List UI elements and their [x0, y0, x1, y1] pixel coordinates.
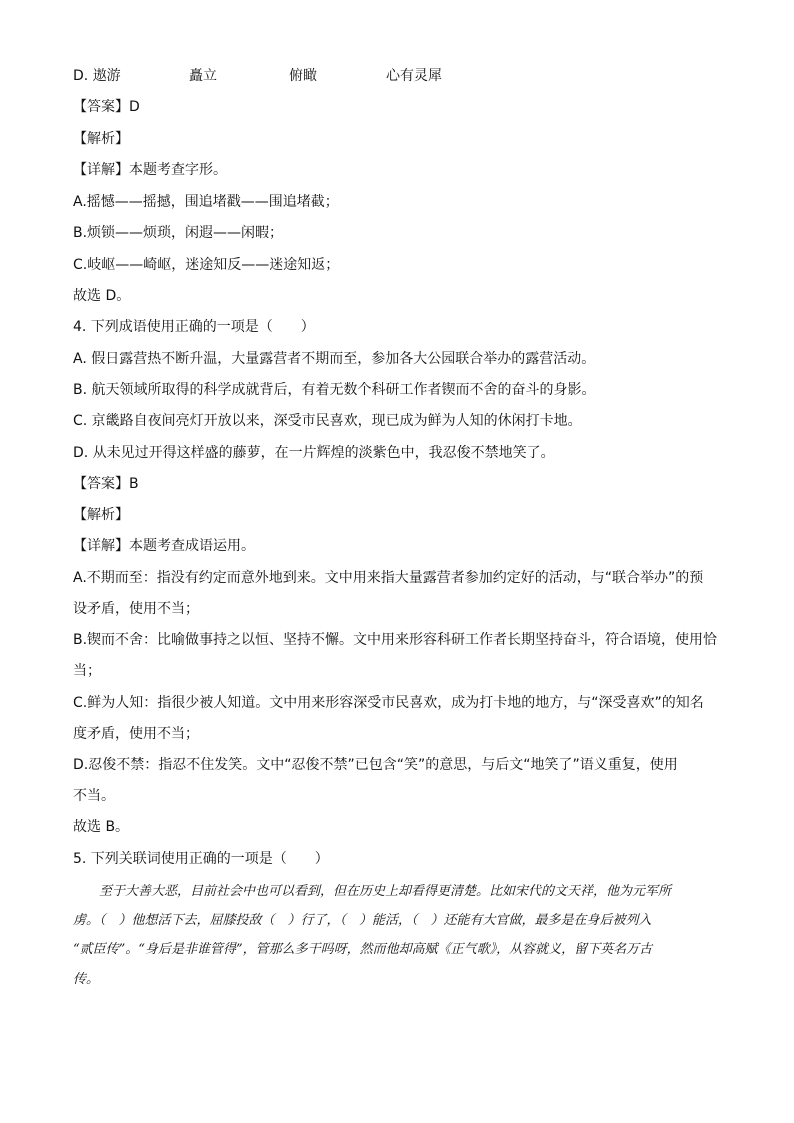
q4-explain-b-line2: 当；	[73, 663, 101, 679]
q3-answer: 【答案】D	[73, 99, 140, 115]
q3-option-d-word-1: 遨游	[92, 68, 121, 84]
q3-option-d-letter: D.	[73, 68, 89, 84]
q4-explain-d-line1: D.忍俊不禁：指忍不住发笑。文中“忍俊不禁”已包含“笑”的意思，与后文“地笑了”语义重复，使用	[73, 757, 678, 773]
q5-passage-line4: 传。	[73, 972, 100, 987]
q3-explain-a: A.摇憾——摇撼，围追堵戳——围追堵截；	[73, 194, 339, 210]
q4-answer: 【答案】B	[73, 476, 139, 492]
q4-conclusion: 故选 B。	[73, 819, 130, 835]
q4-explain-d-line2: 不当。	[73, 788, 115, 804]
q4-explain-c-line2: 度矛盾，使用不当；	[73, 726, 199, 742]
q5-passage-line1: 至于大善大恶，目前社会中也可以看到，但在历史上却看得更清楚。比如宋代的文天祥，他为元军所	[99, 884, 672, 899]
q3-conclusion: 故选 D。	[73, 288, 131, 304]
q3-option-d-word-3: 俯瞰	[289, 68, 317, 84]
q4-option-d: D. 从未见过开得这样盛的藤萝，在一片辉煌的淡紫色中，我忍俊不禁地笑了。	[73, 445, 555, 461]
q4-option-a: A. 假日露营热不断升温，大量露营者不期而至，参加各大公园联合举办的露营活动。	[73, 351, 596, 367]
q4-option-b: B. 航天领域所取得的科学成就背后，有着无数个科研工作者锲而不舍的奋斗的身影。	[73, 382, 596, 398]
q3-analysis-label: 【解析】	[73, 131, 129, 147]
q4-option-c: C. 京畿路自夜间亮灯开放以来，深受市民喜欢，现已成为鲜为人知的休闲打卡地。	[73, 413, 582, 429]
q4-explain-c-line1: C.鲜为人知：指很少被人知道。文中用来形容深受市民喜欢，成为打卡地的地方，与“深受喜欢”的知名	[73, 695, 704, 711]
q5-passage-line2: 虏。（ ）他想活下去，屈膝投敌（ ）行了，（ ）能活，（ ）还能有大官做，最多是在身后被列入	[73, 913, 652, 928]
q4-explain-a-line1: A.不期而至：指没有约定而意外地到来。文中用来指大量露营者参加约定好的活动，与“联合举办”的预	[73, 570, 704, 586]
q3-explain-b: B.烦锁——烦琐，闲遐——闲暇；	[73, 225, 284, 241]
q4-explain-b-line1: B.锲而不舍：比喻做事持之以恒、坚持不懈。文中用来形容科研工作者长期坚持奋斗，符合语境，使用恰	[73, 632, 718, 648]
q5-stem: 5. 下列关联词使用正确的一项是（ ）	[73, 851, 329, 867]
q4-stem: 4. 下列成语使用正确的一项是（ ）	[73, 319, 315, 335]
q3-option-d-word-2: 矗立	[189, 68, 217, 84]
q4-analysis-label: 【解析】	[73, 507, 129, 523]
q3-detail: 【详解】本题考查字形。	[73, 162, 227, 178]
q3-option-d-word-4: 心有灵犀	[386, 68, 442, 84]
q3-option-d	[73, 67, 723, 85]
q3-explain-c: C.岐岖——崎岖，迷途知反——迷途知返；	[73, 257, 340, 273]
q4-detail: 【详解】本题考查成语运用。	[73, 538, 255, 554]
q4-explain-a-line2: 设矛盾，使用不当；	[73, 601, 199, 617]
q5-passage-line3: “贰臣传”。“身后是非谁管得”，管那么多干吗呀，然而他却高赋《正气歌》，从容就义，留下英名万古	[73, 942, 653, 957]
q3-option-d-first	[73, 67, 189, 85]
